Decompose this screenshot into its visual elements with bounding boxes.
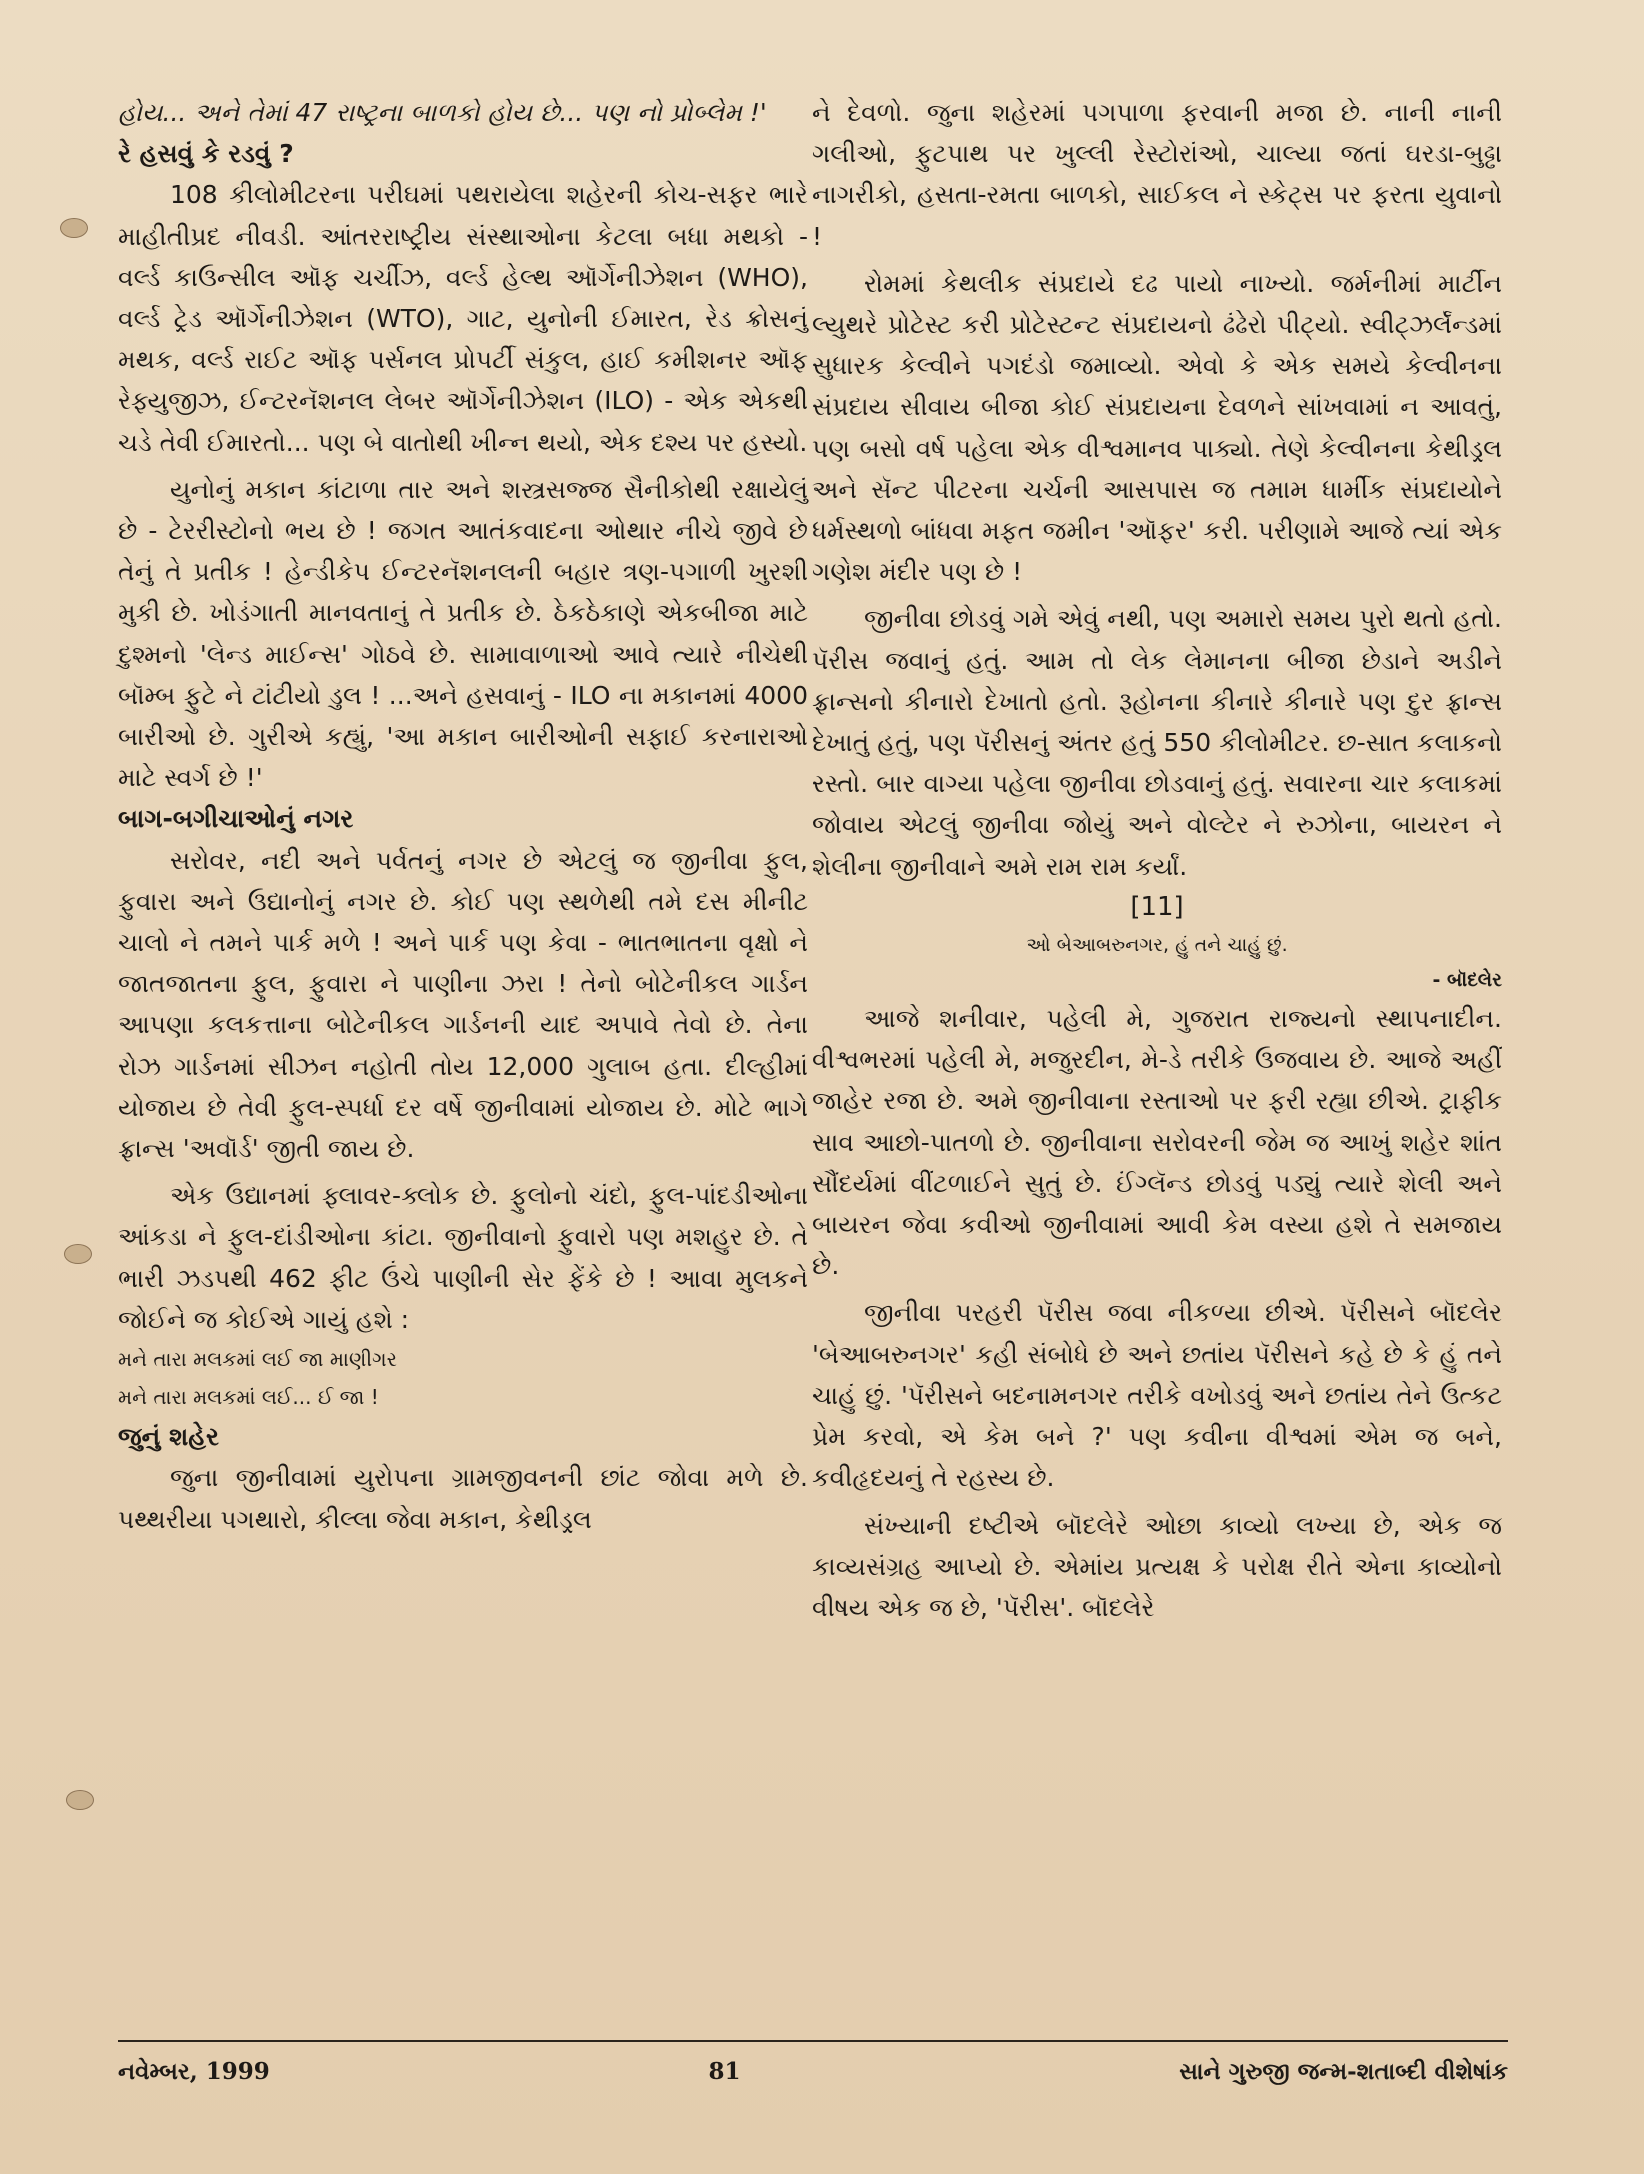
paragraph: સરોવર, નદી અને પર્વતનું નગર છે એટલું જ જીનીવા ફુલ, ફુવારા અને ઉદ્યાનોનું નગર છે. કોઈ પણ સ્થળેથી તમે દસ મીનીટ ચાલો ને તમને પાર્ક મળે ! અને પાર્ક પણ કેવા - ભાતભાતના વૃક્ષો ને જાતજાતના ફુલ, ફુવારા ને પાણીના ઝરા ! તેનો બોટેનીકલ ગાર્ડન આપણા કલકત્તાના બોટેનીકલ ગાર્ડનની યાદ અપાવે તેવો છે. તેના રોઝ ગાર્ડનમાં સીઝન નહોતી તોય 12,000 ગુલાબ હતા. દીલ્હીમાં યોજાય છે તેવી ફુલ-સ્પર્ધા દર વર્ષે જીનીવામાં યોજાય છે. મોટે ભાગે ફ્રાન્સ 'અવૉર્ડ' જીતી જાય છે.: [118, 845, 808, 1164]
left-column: [118, 92, 808, 1540]
paragraph: એક ઉદ્યાનમાં ફ્લાવર-ક્લોક છે. ફુલોનો ચંદો, ફુલ-પાંદડીઓના આંકડા ને ફુલ-દાંડીઓના કાંટા. જીનીવાનો ફુવારો પણ મશહુર છે. તે ભારી ઝડપથી 462 ફીટ ઉંચે પાણીની સેર ફેંકે છે ! આવા મુલકને જોઈને જ કોઈએ ગાયું હશે :: [118, 1181, 808, 1334]
section-heading: જુનું શહેર: [118, 1422, 219, 1452]
paragraph: સંખ્યાની દષ્ટીએ બૉદલેરે ઓછા કાવ્યો લખ્યા છે, એક જ કાવ્યસંગ્રહ આપ્યો છે. એમાંય પ્રત્યક્ષ કે પરોક્ષ રીતે એના કાવ્યોનો વીષય એક જ છે, 'પૅરીસ'. બૉદલેરે: [812, 1510, 1502, 1622]
paragraph: યુનોનું મકાન કાંટાળા તાર અને શસ્ત્રસજ્જ સૈનીકોથી રક્ષાયેલું છે - ટેરરીસ્ટોનો ભય છે ! જગત આતંકવાદના ઓથાર નીચે જીવે છે તેનું તે પ્રતીક ! હેન્ડીકેપ ઈન્ટરનૅશનલની બહાર ત્રણ-પગાળી ખુરશી મુકી છે. ખોડંગાતી માનવતાનું તે પ્રતીક છે. ઠેકઠેકાણે એકબીજા માટે દુશ્મનો 'લેન્ડ માઈન્સ' ગોઠવે છે. સામાવાળાઓ આવે ત્યારે નીચેથી બૉમ્બ ફુટે ને ટાંટીયો ડુલ ! ...અને હસવાનું - ILO ના મકાનમાં 4000 બારીઓ છે. ગુરીએ કહ્યું, 'આ મકાન બારીઓની સફાઈ કરનારાઓ માટે સ્વર્ગ છે !': [118, 474, 808, 793]
section-heading: બાગ-બગીચાઓનું નગર: [118, 804, 354, 834]
epigraph: ઓ બેઆબરુનગર, હું તને ચાહું છું.: [1026, 934, 1288, 957]
chapter-number: [11]: [1130, 891, 1184, 922]
verse-line: મને તારા મલકમાં લઈ... ઈ જા !: [118, 1385, 379, 1410]
intro-paragraph: હોય... અને તેમાં 47 રાષ્ટ્રના બાળકો હોય છે... પણ નો પ્રોબ્લેમ !': [118, 98, 767, 127]
section-heading: રે હસવું કે રડવું ?: [118, 139, 294, 169]
paragraph: જીનીવા પરહરી પૅરીસ જવા નીકળ્યા છીએ. પૅરીસને બૉદલેર 'બેઆબરુનગર' કહી સંબોધે છે અને છતાંય પૅરીસને કહે છે કે હું તને ચાહું છું. 'પૅરીસને બદનામનગર તરીકે વખોડવું અને છતાંય તેને ઉત્કટ પ્રેમ કરવો, એ કેમ બને ?' પણ કવીના વીશ્વમાં એમ જ બને, કવીહૃદયનું તે રહસ્ય છે.: [812, 1298, 1502, 1493]
paragraph: ને દેવળો. જુના શહેરમાં પગપાળા ફરવાની મજા છે. નાની નાની ગલીઓ, ફુટપાથ પર ખુલ્લી રેસ્ટોરાંઓ, ચાલ્યા જતાં ઘરડા-બુઢ્ઢા નાગરીકો, હસતા-રમતા બાળકો, સાઈકલ ને સ્કેટ્સ પર ફરતા યુવાનો !: [812, 98, 1502, 251]
epigraph-author: - બૉદલેર: [1432, 969, 1502, 992]
page-footer: [118, 2040, 1508, 2085]
page-number: 81: [708, 2058, 741, 2085]
paragraph: જુના જીનીવામાં યુરોપના ગ્રામજીવનની છાંટ જોવા મળે છે. પથ્થરીયા પગથારો, કીલ્લા જેવા મકાન, કેથીડ્રલ: [118, 1463, 808, 1534]
footer-date: નવેમ્બર, 1999: [118, 2058, 270, 2085]
verse-line: મને તારા મલકમાં લઈ જા માણીગર: [118, 1347, 397, 1372]
issue-title: સાને ગુરુજી જન્મ-શતાબ્દી વીશેષાંક: [1179, 2058, 1508, 2085]
paper-hole: [60, 218, 88, 238]
paper-hole: [64, 1244, 92, 1264]
paragraph: જીનીવા છોડવું ગમે એવું નથી, પણ અમારો સમય પુરો થતો હતો. પૅરીસ જવાનું હતું. આમ તો લેક લેમાનના બીજા છેડાને અડીને ફ્રાન્સનો કીનારો દેખાતો હતો. રૂહોનના કીનારે કીનારે પણ દુર ફ્રાન્સ દેખાતું હતું, પણ પૅરીસનું અંતર હતું 550 કીલોમીટર. છ-સાત કલાકનો રસ્તો. બાર વાગ્યા પહેલા જીનીવા છોડવાનું હતું. સવારના ચાર કલાકમાં જોવાય એટલું જીનીવા જોયું અને વોલ્ટેર ને રુઝોના, બાયરન ને શેલીના જીનીવાને અમે રામ રામ કર્યાં.: [812, 604, 1502, 881]
paper-hole: [66, 1790, 94, 1810]
right-column: [812, 92, 1502, 1628]
paragraph: રોમમાં કેથલીક સંપ્રદાયે દઢ પાયો નાખ્યો. જર્મનીમાં માર્ટીન લ્યુથરે પ્રોટેસ્ટ કરી પ્રોટેસ્ટન્ટ સંપ્રદાયનો ઢંઢેરો પીટ્યો. સ્વીટ્ઝર્લૅન્ડમાં સુધારક કેલ્વીને પગદંડો જમાવ્યો. એવો કે એક સમયે કેલ્વીનના સંપ્રદાય સીવાય બીજા કોઈ સંપ્રદાયના દેવળને સાંખવામાં ન આવતું, પણ બસો વર્ષ પહેલા એક વીશ્વમાનવ પાક્યો. તેણે કેલ્વીનના કેથીડ્રલ અને સૅન્ટ પીટરના ચર્ચની આસપાસ જ તમામ ધાર્મીક સંપ્રદાયોને ધર્મસ્થળો બાંધવા મફત જમીન 'ઑફર' કરી. પરીણામે આજે ત્યાં એક ગણેશ મંદીર પણ છે !: [812, 268, 1502, 587]
paragraph: આજે શનીવાર, પહેલી મે, ગુજરાત રાજ્યનો સ્થાપનાદીન. વીશ્વભરમાં પહેલી મે, મજુરદીન, મે-ડે તરીકે ઉજવાય છે. આજે અહીં જાહેર રજા છે. અમે જીનીવાના રસ્તાઓ પર ફરી રહ્યા છીએ. ટ્રાફીક સાવ આછો-પાતળો છે. જીનીવાના સરોવરની જેમ જ આખું શહેર શાંત સૌંદર્યમાં વીંટળાઈને સુતું છે. ઈંગ્લૅન્ડ છોડવું પડ્યું ત્યારે શેલી અને બાયરન જેવા કવીઓ જીનીવામાં આવી કેમ વસ્યા હશે તે સમજાય છે.: [812, 1004, 1502, 1281]
paragraph: 108 કીલોમીટરના પરીઘમાં પથરાયેલા શહેરની કોચ-સફર ભારે માહીતીપ્રદ નીવડી. આંતરરાષ્ટ્રીય સંસ્થાઓના કેટલા બધા મથકો - વર્લ્ડ કાઉન્સીલ ઑફ ચર્ચીઝ, વર્લ્ડ હેલ્થ ઑર્ગેનીઝેશન (WHO), વર્લ્ડ ટ્રેડ ઑર્ગેનીઝેશન (WTO), ગાટ, યુનોની ઈમારત, રેડ ક્રોસનું મથક, વર્લ્ડ રાઈટ ઑફ પર્સનલ પ્રોપર્ટી સંકુલ, હાઈ કમીશનર ઑફ રેફ્યુજીઝ, ઈન્ટરનૅશનલ લેબર ઑર્ગેનીઝેશન (ILO) - એક એકથી ચડે તેવી ઈમારતો... પણ બે વાતોથી ખીન્ન થયો, એક દશ્ય પર હસ્યો.: [118, 180, 808, 457]
